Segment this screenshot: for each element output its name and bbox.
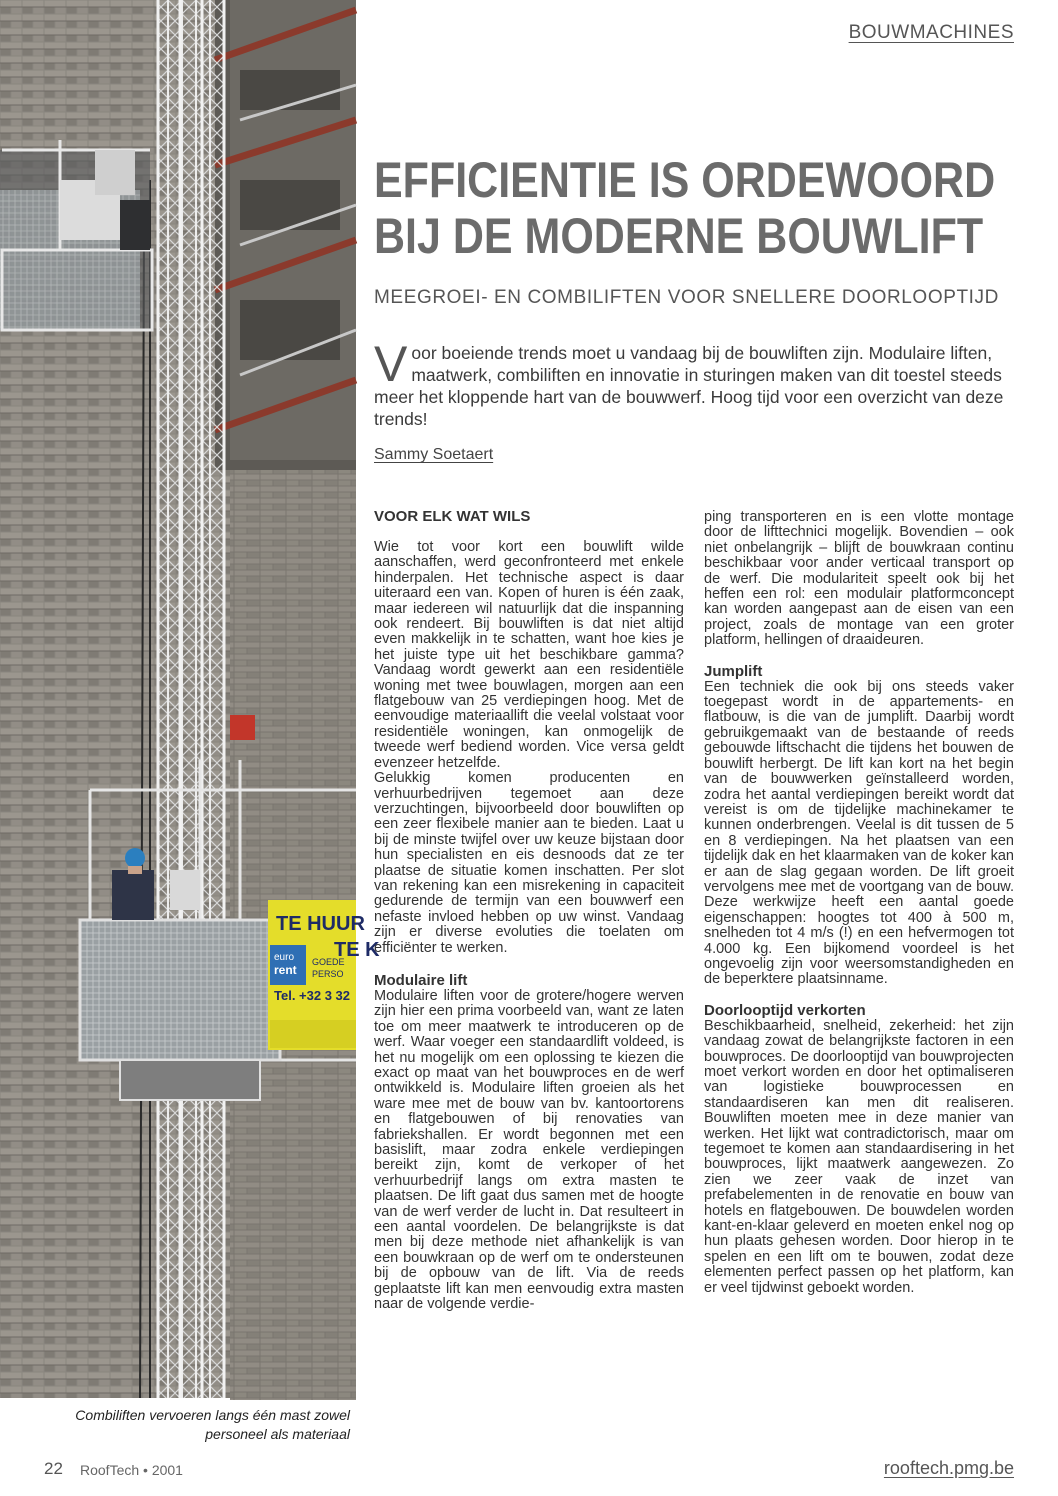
headline-line-2: BIJ DE MODERNE BOUWLIFT <box>374 208 984 264</box>
sign-phone: Tel. +32 3 32 <box>274 988 351 1003</box>
website-link[interactable]: rooftech.pmg.be <box>883 1458 1014 1478</box>
sign-logo-bottom: rent <box>274 963 297 977</box>
intro-text: oor boeiende trends moet u vandaag bij de bouwliften zijn. Modulaire liften, maatwerk, combiliften en innovatie in sturingen maken van dit toestel steeds meer het kloppende hart van de bouwwerf. Hoog tijd voor een overzicht van deze trends! <box>374 343 1004 429</box>
section-heading-voor-elk-wat-wils: VOOR ELK WAT WILS <box>374 508 531 525</box>
author: Sammy Soetaert <box>374 446 494 463</box>
paragraph: Modulaire liften voor de grotere/hogere werven zijn hier een prima voorbeeld van, want ze laten toe om meer maatwerk te introduceren op de werf. Waar voeger een standaardlift voldeed, is het nu mogelijk om een oplossing te kiezen die exact op maat van het bouwproces en de werf ontwikkeld is. Modulaire liften groeien als het ware mee met de bouw van bv. kantoortorens en flatgebouwen of bij renovaties van fabriekshallen. Er wordt begonnen met een basislift, maar zodra enkele verdiepingen bereikt zijn, komt de verkoper of het verhuurbedrijf langs om extra masten te plaatsen. De lift gaat dus samen met de hoogte van de werf verder de lucht in. Dat resulteert in een aantal voordelen. De belangrijkste is dat men bij deze methode niet afhankelijk is van een bouwkraan op de werf om te ondersteunen bij de opbouw van de lift. Via de reeds geplaatste lift kan men eenvoudig extra masten naar de volgende verdie- <box>374 987 684 1313</box>
paragraph: ping transporteren en is een vlotte montage door de lifttechnici mogelijk. Bovendien – ook niet onbelangrijk – blijft de bouwkraan continu beschikbaar voor ander verticaal transport op de werf. Die modulariteit speelt ook bij het heffen een rol: een modulair platformconcept kan worden aangepast aan de eisen van een project, zoals de montage van een groter platform, hellingen of draaideuren. <box>704 509 1014 649</box>
section-heading-jumplift: Jumplift <box>704 662 763 680</box>
section-heading-doorlooptijd-verkorten: Doorlooptijd verkorten <box>704 1001 866 1019</box>
column-1 <box>374 508 684 1313</box>
column-2 <box>704 510 1014 1296</box>
section-label: BOUWMACHINES <box>848 22 1014 43</box>
paragraph: Beschikbaarheid, snelheid, zekerheid: het zijn vandaag zowat de belangrijkste factoren in een bouwproces. De doorlooptijd van bouwprojecten moet verkort worden en door het optimaliseren van logistieke bouwprocessen en standaardiseren kan men dit realiseren. Bouwliften moeten mee in deze manier van werken. Het lijkt wat contradictorisch, maar om tegemoet te komen aan standaardisering in het bouwproces, lijkt maatwerk aangewezen. Zo zien we zeer vaak de inzet van prefabelementen in de renovatie en bouw van hotels en flatgebouwen. De bouwdelen worden kant-en-klaar geleverd en moeten enkel nog op hun plaats gehesen worden. Door hierop in te spelen en een lift om te bouwen, zodat deze elementen perfect passen op het platform, kan er veel tijdwinst geboekt worden. <box>704 1017 1014 1296</box>
paragraph: Gelukkig komen producenten en verhuurbedrijven tegemoet aan deze verzuchtingen, bijvoorbeeld door bouwliften op een zeer flexibele manier aan te bieden. Laat u bij de minste twijfel over uw keuze bijstaan door hun specialisten en eis desnoods dat ze ter plaatse de situatie komen inschatten. Per slot van rekening kan een misrekening in capaciteit gedurende de termijn van een bouwwerf een nefaste invloed hebben op uw winst. Vandaag zijn er diverse evoluties die toelaten om efficiënter te werken. <box>374 770 684 956</box>
headline-line-1: EFFICIENTIE IS ORDEWOORD <box>374 152 996 208</box>
intro-paragraph <box>374 336 1010 430</box>
dropcap: V <box>374 336 408 392</box>
sign-small-1: GOEDE <box>312 957 345 967</box>
article-photo <box>0 0 380 1398</box>
sign-text-line2: TE K <box>334 939 380 961</box>
subtitle: MEEGROEI- EN COMBILIFTEN VOOR SNELLERE DOORLOOPTIJD <box>374 287 999 308</box>
sign-logo-top: euro <box>274 952 295 963</box>
headline <box>374 152 996 264</box>
paragraph: Een techniek die ook bij ons steeds vaker toegepast wordt in de appartements- en flatbouw, is die van de jumplift. Daarbij wordt gebruikgemaakt van de bestaande of reeds gebouwde liftschacht die tijdens het bouwen de bouwlift herbergt. De lift kan kort na het begin van de bouwwerken geïnstalleerd worden, zodra het aantal verdiepingen bereikt wordt dat vereist is om de tijdelijke machinekamer te kunnen onderbrengen. Veelal is dit tussen de 5 en 8 verdiepingen. Na het plaatsen van een tijdelijk dak en het klaarmaken van de koker kan er aan de slag gegaan worden. De lift groeit vervolgens mee met de voortgang van de bouw. Deze werkwijze heeft een aantal goede eigenschappen: hoogtes tot 400 à 500 m, snelheden tot 4 m/s (!) en een hefvermogen tot 4.000 kg. Een bijkomend voordeel is het ongevoelig zijn voor weersomstandigheden en de beperktere plaatsinname. <box>704 678 1014 988</box>
paragraph: Wie tot voor kort een bouwlift wilde aanschaffen, werd geconfronteerd met enkele hinderpalen. Het technische aspect is daar uiteraard een van. Kopen of huren is één zaak, maar iedereen wil natuurlijk dat die inspanning ook rendeert. Bij bouwliften is dat niet altijd even makkelijk in te schatten, want hoe kies je het juiste type uit het beschikbare gamma? Vandaag wordt gewerkt aan een residentiële woning met twee bouwlagen, morgen aan een flatgebouw van 25 verdiepingen hoog. Met de eenvoudige materiaallift die veelal volstaat voor residentiële woningen, kan onmogelijk de tweede werf bediend worden. Vice versa geldt evenzeer hetzelfde. <box>374 539 684 771</box>
sign-small-2: PERSO <box>312 969 344 979</box>
photo-caption: Combiliften vervoeren langs één mast zowel personeel als materiaal <box>75 1407 350 1442</box>
page-number: 22 <box>44 1459 63 1478</box>
sign-text-line1: TE HUUR <box>276 913 365 935</box>
magazine-name: RoofTech • 2001 <box>80 1462 183 1478</box>
section-heading-modulaire-lift: Modulaire lift <box>374 971 468 989</box>
